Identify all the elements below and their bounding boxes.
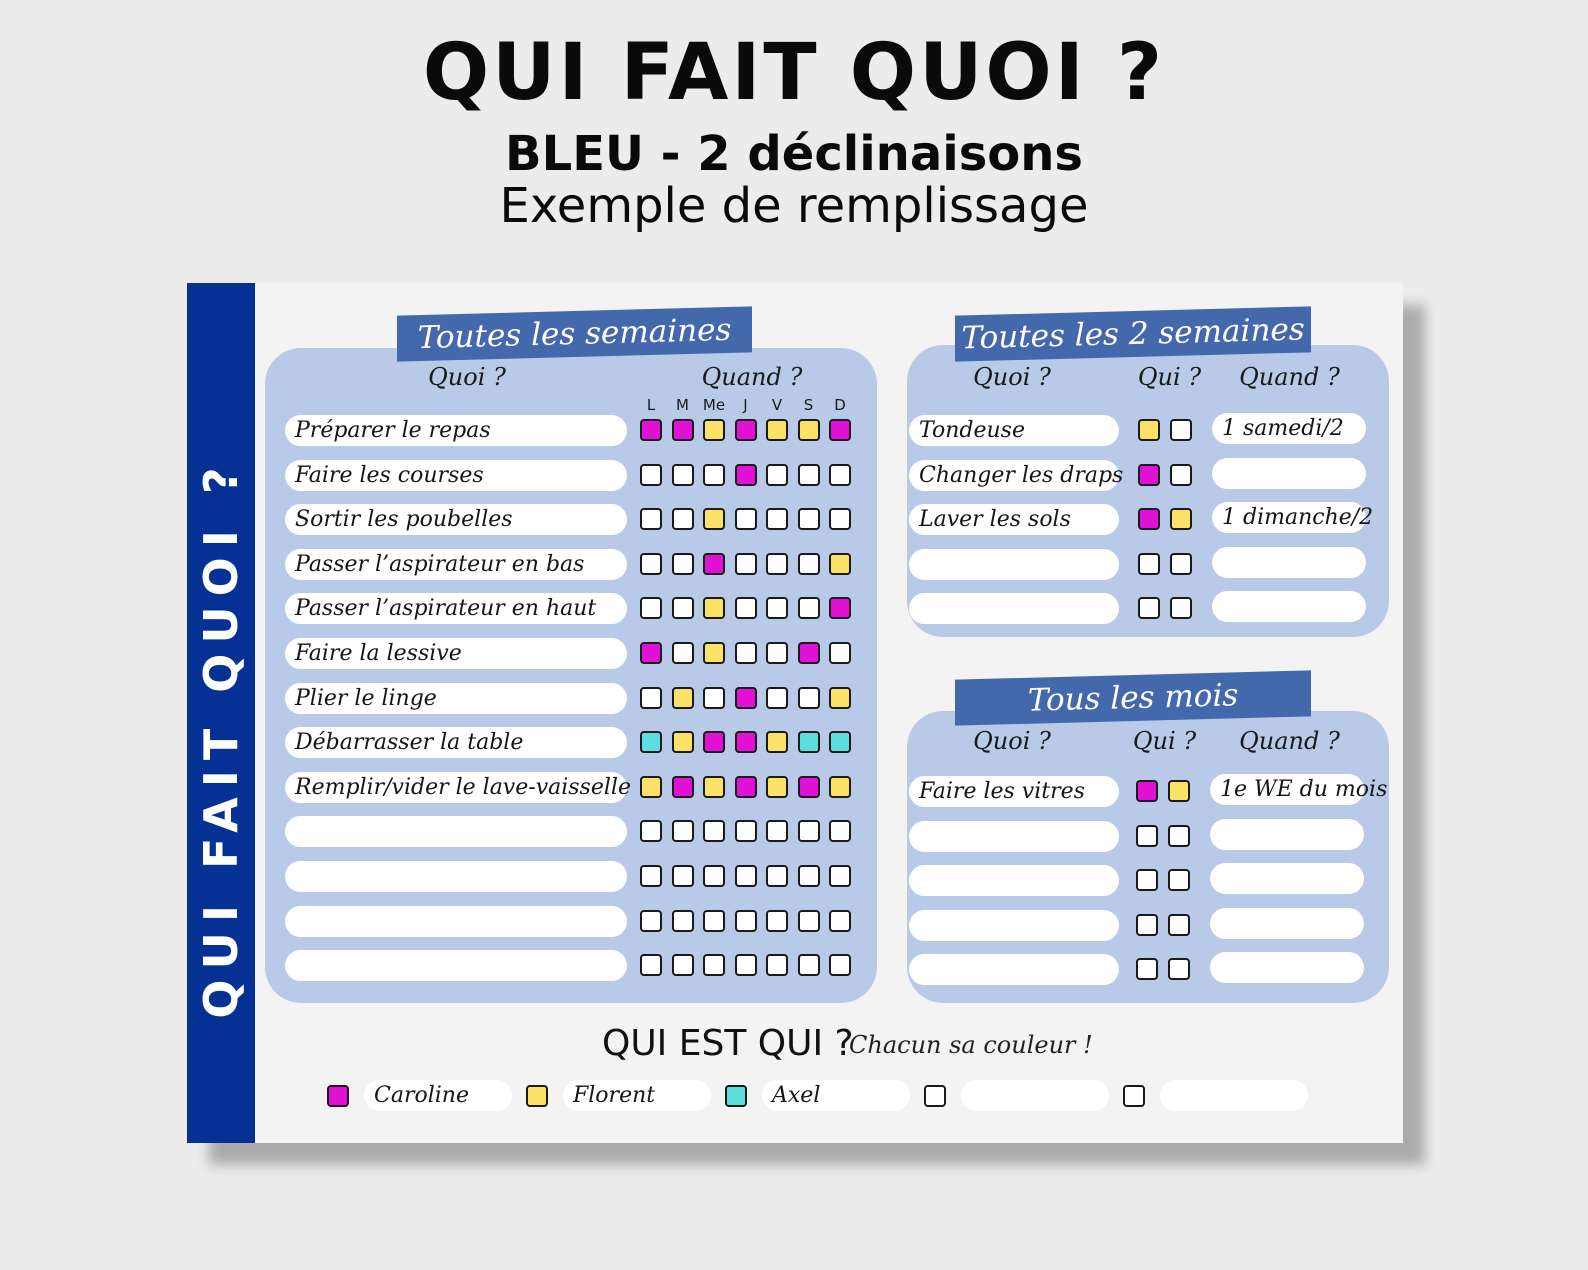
- monthly-who-checkbox[interactable]: [1136, 825, 1158, 847]
- weekly-day-checkbox[interactable]: [766, 731, 788, 753]
- weekly-day-checkbox[interactable]: [672, 820, 694, 842]
- weekly-task-field[interactable]: [285, 816, 627, 847]
- weekly-day-checkbox[interactable]: [703, 820, 725, 842]
- monthly-when-field[interactable]: [1210, 819, 1364, 850]
- biweekly-who-checkbox[interactable]: [1170, 597, 1192, 619]
- weekly-day-checkbox[interactable]: [703, 419, 725, 441]
- weekly-day-4: V: [771, 396, 783, 414]
- biweekly-when-field[interactable]: [1212, 547, 1366, 578]
- legend-name-field[interactable]: [1160, 1080, 1308, 1111]
- weekly-day-checkbox[interactable]: [672, 642, 694, 664]
- weekly-day-checkbox[interactable]: [735, 419, 757, 441]
- weekly-day-checkbox[interactable]: [798, 910, 820, 932]
- weekly-day-checkbox[interactable]: [766, 776, 788, 798]
- weekly-day-checkbox[interactable]: [703, 910, 725, 932]
- biweekly-task-field[interactable]: Laver les sols: [909, 504, 1119, 535]
- weekly-day-checkbox[interactable]: [640, 910, 662, 932]
- weekly-day-checkbox[interactable]: [766, 642, 788, 664]
- weekly-day-checkbox[interactable]: [640, 508, 662, 530]
- weekly-day-checkbox[interactable]: [829, 954, 851, 976]
- weekly-task-field[interactable]: Passer l’aspirateur en bas: [285, 549, 627, 580]
- legend-color-swatch[interactable]: [327, 1085, 349, 1107]
- weekly-day-checkbox[interactable]: [798, 464, 820, 486]
- weekly-day-checkbox[interactable]: [735, 731, 757, 753]
- biweekly-who-checkbox[interactable]: [1138, 508, 1160, 530]
- weekly-day-checkbox[interactable]: [672, 508, 694, 530]
- weekly-col-what: Quoi ?: [428, 363, 506, 391]
- page-subtitle: BLEU - 2 déclinaisons: [505, 126, 1083, 182]
- weekly-day-checkbox[interactable]: [640, 731, 662, 753]
- weekly-day-checkbox[interactable]: [798, 731, 820, 753]
- weekly-day-checkbox[interactable]: [703, 553, 725, 575]
- weekly-day-checkbox[interactable]: [798, 820, 820, 842]
- weekly-day-checkbox[interactable]: [766, 954, 788, 976]
- weekly-panel: [265, 348, 877, 1003]
- sidebar-title: QUI FAIT QUOI ?: [194, 457, 248, 1019]
- weekly-day-checkbox[interactable]: [640, 687, 662, 709]
- weekly-day-6: D: [834, 396, 846, 414]
- weekly-day-checkbox[interactable]: [672, 865, 694, 887]
- weekly-task-field[interactable]: Faire les courses: [285, 460, 627, 491]
- biweekly-who-checkbox[interactable]: [1170, 553, 1192, 575]
- weekly-day-checkbox[interactable]: [798, 597, 820, 619]
- weekly-day-checkbox[interactable]: [640, 419, 662, 441]
- biweekly-when-field[interactable]: [1212, 458, 1366, 489]
- weekly-task-field[interactable]: Préparer le repas: [285, 415, 627, 446]
- biweekly-who-checkbox[interactable]: [1170, 419, 1192, 441]
- weekly-task-field[interactable]: Faire la lessive: [285, 638, 627, 669]
- weekly-day-checkbox[interactable]: [798, 865, 820, 887]
- legend-name-field[interactable]: [961, 1080, 1109, 1111]
- weekly-day-checkbox[interactable]: [735, 776, 757, 798]
- weekly-day-checkbox[interactable]: [640, 776, 662, 798]
- biweekly-task-field[interactable]: Changer les draps: [909, 460, 1119, 491]
- monthly-who-checkbox[interactable]: [1136, 869, 1158, 891]
- monthly-when-field[interactable]: [1210, 908, 1364, 939]
- monthly-who-checkbox[interactable]: [1136, 914, 1158, 936]
- weekly-day-checkbox[interactable]: [829, 687, 851, 709]
- monthly-col-when: Quand ?: [1239, 727, 1340, 755]
- biweekly-task-field[interactable]: Tondeuse: [909, 415, 1119, 446]
- weekly-day-checkbox[interactable]: [735, 464, 757, 486]
- weekly-day-checkbox[interactable]: [735, 865, 757, 887]
- monthly-task-field[interactable]: [909, 865, 1119, 896]
- weekly-day-checkbox[interactable]: [672, 776, 694, 798]
- weekly-day-checkbox[interactable]: [703, 687, 725, 709]
- weekly-day-checkbox[interactable]: [672, 731, 694, 753]
- weekly-day-checkbox[interactable]: [766, 910, 788, 932]
- monthly-who-checkbox[interactable]: [1168, 958, 1190, 980]
- weekly-day-checkbox[interactable]: [735, 687, 757, 709]
- weekly-day-checkbox[interactable]: [829, 464, 851, 486]
- weekly-day-checkbox[interactable]: [829, 597, 851, 619]
- monthly-task-field[interactable]: [909, 821, 1119, 852]
- weekly-day-checkbox[interactable]: [829, 553, 851, 575]
- weekly-day-2: Me: [702, 396, 726, 414]
- monthly-who-checkbox[interactable]: [1168, 914, 1190, 936]
- weekly-day-checkbox[interactable]: [703, 865, 725, 887]
- monthly-task-field[interactable]: [909, 954, 1119, 985]
- weekly-day-checkbox[interactable]: [735, 910, 757, 932]
- monthly-who-checkbox[interactable]: [1168, 869, 1190, 891]
- weekly-task-field[interactable]: Sortir les poubelles: [285, 504, 627, 535]
- monthly-when-field[interactable]: 1e WE du mois: [1210, 774, 1364, 805]
- biweekly-col-who: Qui ?: [1137, 363, 1202, 391]
- weekly-task-field[interactable]: [285, 950, 627, 981]
- weekly-day-checkbox[interactable]: [766, 597, 788, 619]
- legend-color-swatch[interactable]: [1123, 1085, 1145, 1107]
- weekly-day-checkbox[interactable]: [703, 731, 725, 753]
- monthly-banner: Tous les mois: [955, 670, 1311, 725]
- weekly-day-checkbox[interactable]: [766, 553, 788, 575]
- weekly-day-checkbox[interactable]: [829, 642, 851, 664]
- weekly-day-checkbox[interactable]: [798, 642, 820, 664]
- weekly-day-3: J: [743, 396, 748, 414]
- weekly-day-checkbox[interactable]: [829, 910, 851, 932]
- weekly-task-field[interactable]: Passer l’aspirateur en haut: [285, 593, 627, 624]
- biweekly-task-field[interactable]: [909, 549, 1119, 580]
- biweekly-when-field[interactable]: 1 dimanche/2: [1212, 502, 1366, 533]
- chore-chart-sheet: [187, 283, 1403, 1143]
- weekly-day-checkbox[interactable]: [798, 954, 820, 976]
- weekly-col-when: Quand ?: [701, 363, 803, 391]
- monthly-who-checkbox[interactable]: [1168, 780, 1190, 802]
- weekly-day-checkbox[interactable]: [672, 910, 694, 932]
- weekly-day-0: L: [646, 396, 656, 414]
- biweekly-when-field[interactable]: [1212, 591, 1366, 622]
- biweekly-col-what: Quoi ?: [973, 363, 1051, 391]
- weekly-day-checkbox[interactable]: [829, 820, 851, 842]
- weekly-day-checkbox[interactable]: [766, 865, 788, 887]
- weekly-task-field[interactable]: Plier le linge: [285, 683, 627, 714]
- weekly-day-checkbox[interactable]: [829, 865, 851, 887]
- monthly-task-field[interactable]: [909, 910, 1119, 941]
- biweekly-who-checkbox[interactable]: [1170, 464, 1192, 486]
- weekly-day-checkbox[interactable]: [640, 865, 662, 887]
- weekly-day-checkbox[interactable]: [798, 553, 820, 575]
- weekly-day-checkbox[interactable]: [703, 642, 725, 664]
- weekly-day-checkbox[interactable]: [672, 954, 694, 976]
- page-title: QUI FAIT QUOI ?: [422, 28, 1166, 118]
- sidebar: [187, 283, 255, 1143]
- weekly-day-checkbox[interactable]: [735, 642, 757, 664]
- weekly-day-checkbox[interactable]: [672, 597, 694, 619]
- weekly-day-checkbox[interactable]: [766, 464, 788, 486]
- weekly-day-checkbox[interactable]: [766, 419, 788, 441]
- weekly-day-checkbox[interactable]: [703, 597, 725, 619]
- monthly-who-checkbox[interactable]: [1168, 825, 1190, 847]
- weekly-day-checkbox[interactable]: [735, 508, 757, 530]
- monthly-when-field[interactable]: [1210, 952, 1364, 983]
- weekly-day-checkbox[interactable]: [640, 954, 662, 976]
- weekly-day-checkbox[interactable]: [703, 776, 725, 798]
- weekly-day-checkbox[interactable]: [640, 597, 662, 619]
- weekly-day-checkbox[interactable]: [703, 954, 725, 976]
- weekly-day-checkbox[interactable]: [672, 553, 694, 575]
- monthly-col-what: Quoi ?: [973, 727, 1051, 755]
- weekly-day-checkbox[interactable]: [798, 508, 820, 530]
- weekly-banner: Toutes les semaines: [397, 306, 752, 361]
- legend-subtitle: Chacun sa couleur !: [849, 1031, 1093, 1059]
- legend-color-swatch[interactable]: [526, 1085, 548, 1107]
- biweekly-when-field[interactable]: 1 samedi/2: [1212, 413, 1366, 444]
- weekly-day-checkbox[interactable]: [640, 642, 662, 664]
- weekly-day-checkbox[interactable]: [640, 464, 662, 486]
- biweekly-who-checkbox[interactable]: [1138, 464, 1160, 486]
- weekly-task-field[interactable]: Débarrasser la table: [285, 727, 627, 758]
- legend-name-field[interactable]: Caroline: [364, 1080, 512, 1111]
- biweekly-banner: Toutes les 2 semaines: [955, 306, 1311, 361]
- weekly-day-checkbox[interactable]: [640, 553, 662, 575]
- weekly-day-checkbox[interactable]: [829, 776, 851, 798]
- biweekly-who-checkbox[interactable]: [1138, 597, 1160, 619]
- legend-name-field[interactable]: Florent: [563, 1080, 711, 1111]
- monthly-when-field[interactable]: [1210, 863, 1364, 894]
- weekly-day-5: S: [803, 396, 814, 414]
- weekly-day-1: M: [676, 396, 689, 414]
- weekly-day-checkbox[interactable]: [672, 687, 694, 709]
- weekly-task-field[interactable]: [285, 861, 627, 892]
- weekly-task-field[interactable]: [285, 906, 627, 937]
- weekly-day-checkbox[interactable]: [640, 820, 662, 842]
- biweekly-who-checkbox[interactable]: [1138, 419, 1160, 441]
- biweekly-who-checkbox[interactable]: [1138, 553, 1160, 575]
- biweekly-col-when: Quand ?: [1239, 363, 1340, 391]
- weekly-day-checkbox[interactable]: [829, 508, 851, 530]
- legend-title: QUI EST QUI ?: [602, 1023, 854, 1064]
- weekly-day-checkbox[interactable]: [798, 687, 820, 709]
- weekly-day-checkbox[interactable]: [829, 419, 851, 441]
- legend-color-swatch[interactable]: [924, 1085, 946, 1107]
- biweekly-task-field[interactable]: [909, 593, 1119, 624]
- weekly-day-checkbox[interactable]: [735, 553, 757, 575]
- page-example-caption: Exemple de remplissage: [499, 178, 1089, 234]
- weekly-day-checkbox[interactable]: [766, 820, 788, 842]
- legend-color-swatch[interactable]: [725, 1085, 747, 1107]
- weekly-day-checkbox[interactable]: [798, 419, 820, 441]
- monthly-who-checkbox[interactable]: [1136, 780, 1158, 802]
- weekly-day-checkbox[interactable]: [766, 687, 788, 709]
- weekly-day-checkbox[interactable]: [829, 731, 851, 753]
- biweekly-who-checkbox[interactable]: [1170, 508, 1192, 530]
- weekly-day-checkbox[interactable]: [672, 419, 694, 441]
- weekly-day-checkbox[interactable]: [703, 464, 725, 486]
- weekly-day-checkbox[interactable]: [672, 464, 694, 486]
- monthly-who-checkbox[interactable]: [1136, 958, 1158, 980]
- legend-name-field[interactable]: Axel: [762, 1080, 910, 1111]
- weekly-day-checkbox[interactable]: [766, 508, 788, 530]
- weekly-task-field[interactable]: Remplir/vider le lave-vaisselle: [285, 772, 627, 803]
- weekly-day-checkbox[interactable]: [798, 776, 820, 798]
- monthly-task-field[interactable]: Faire les vitres: [909, 776, 1119, 807]
- weekly-day-checkbox[interactable]: [703, 508, 725, 530]
- monthly-col-who: Qui ?: [1132, 727, 1197, 755]
- weekly-day-checkbox[interactable]: [735, 597, 757, 619]
- weekly-day-checkbox[interactable]: [735, 820, 757, 842]
- weekly-day-checkbox[interactable]: [735, 954, 757, 976]
